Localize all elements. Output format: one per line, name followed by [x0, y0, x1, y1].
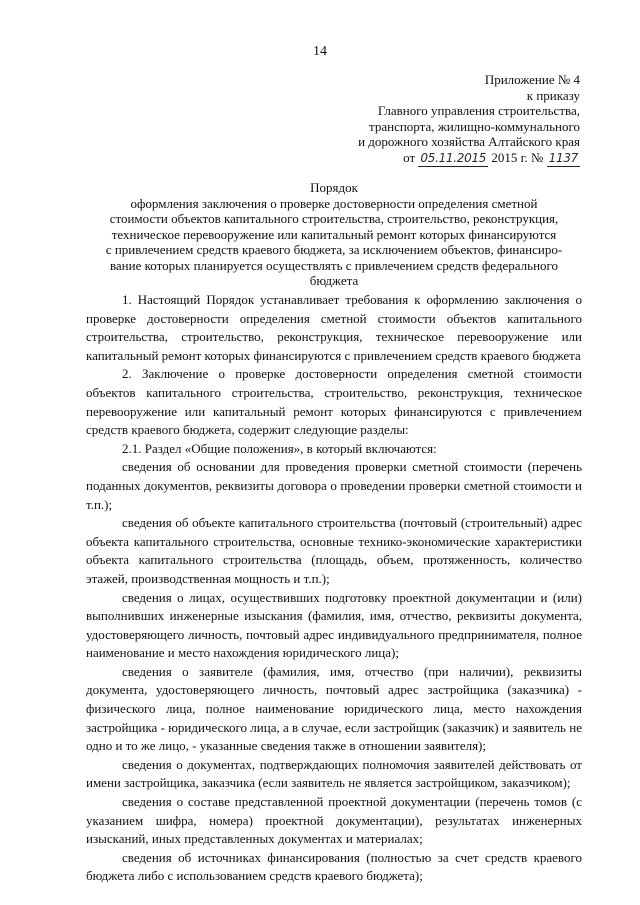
title-line: бюджета [309, 273, 359, 288]
order-date-line [260, 150, 580, 168]
body-paragraph: 2.1. Раздел «Общие положения», в который включаются: [122, 440, 437, 456]
title-line: техническое перевооружение или капитальный ремонт которых финансируются [111, 226, 557, 242]
body-paragraph: сведения об объекте капитального строительства (почтовый (строительный) адрес объекта капитального строительства, основные технико-экономические характеристики объекта капитального строительства (площадь, объем, протяженность, количество этажей, производственная мощность и т.п.); [86, 515, 582, 586]
order-year-text: 2015 г. № [491, 149, 544, 165]
appendix-number: Приложение № 4 [484, 72, 580, 87]
body-paragraph: сведения о составе представленной проектной документации (перечень томов (с указанием шифра, номера) проектной документации), результатах инженерных изысканий, иных представленных документах и материалах; [86, 794, 582, 847]
page-number: 14 [313, 44, 327, 59]
appendix-header [260, 72, 580, 167]
document-body [86, 291, 582, 886]
order-date-label: от [403, 149, 416, 165]
body-paragraph: сведения об источниках финансирования (полностью за счет средств краевого бюджета либо с использованием средств краевого бюджета); [86, 849, 582, 884]
body-paragraph: 2. Заключение о проверке достоверности определения сметной стоимости объектов капитального строительства, строительство, реконструкция, техническое перевооружение или капитальный ремонт которых финансируются с привлечением средств краевого бюджета, содержит следующие разделы: [86, 366, 582, 438]
body-paragraph: сведения о документах, подтверждающих полномочия заявителей действовать от имени застройщика, заказчика (если заявитель не является застройщиком, заказчиком); [86, 756, 582, 791]
appendix-order-ref: к приказу [526, 87, 580, 103]
document-title [86, 180, 582, 289]
body-paragraph: сведения об основании для проведения проверки сметной стоимости (перечень поданных документов, реквизиты договора о проведении проверки сметной стоимости и т.п.); [86, 459, 582, 512]
title-line: стоимости объектов капитального строительства, строительство, реконструкция, [109, 211, 559, 226]
body-paragraph: сведения о лицах, осуществивших подготовку проектной документации и (или) выполнивших инженерные изыскания (фамилия, имя, отчество, реквизиты документа, удостоверяющего личность, почтовый адрес индивидуального предпринимателя, полное наименование и место нахождения юридического лица); [86, 589, 582, 661]
order-date-handwritten: 05.11.2015 [418, 151, 488, 168]
body-paragraph: 1. Настоящий Порядок устанавливает требования к оформлению заключения о проверке достоверности определения сметной стоимости объектов капитального строительства, строительство, реконструкция, техническое перевооружение или капитальный ремонт которых финансируются с привлечением средств краевого бюджета [86, 292, 582, 363]
title-line: с привлечением средств краевого бюджета, за исключением объектов, финансиро- [105, 242, 563, 257]
body-paragraph: сведения о заявителе (фамилия, имя, отчество (при наличии), реквизиты документа, удостоверяющего личность, почтовый адрес застройщика (заказчика) - физического лица, полное наименование юридического лица, место нахождения застройщика - юридического лица, а в случае, если застройщик (заказчик) и заявитель не одно и то же лицо, - указанные сведения также в отношении заявителя); [86, 663, 582, 754]
appendix-authority-3: и дорожного хозяйства Алтайского края [358, 134, 580, 149]
appendix-authority-2: транспорта, жилищно-коммунального [369, 118, 580, 134]
title-line: оформления заключения о проверке достоверности определения сметной [130, 195, 538, 211]
appendix-authority-1: Главного управления строительства, [377, 103, 580, 118]
title-heading: Порядок [310, 180, 358, 195]
title-line: вание которых планируется осуществлять с привлечением средств федерального [109, 257, 559, 273]
order-number-handwritten: 1137 [547, 151, 580, 168]
